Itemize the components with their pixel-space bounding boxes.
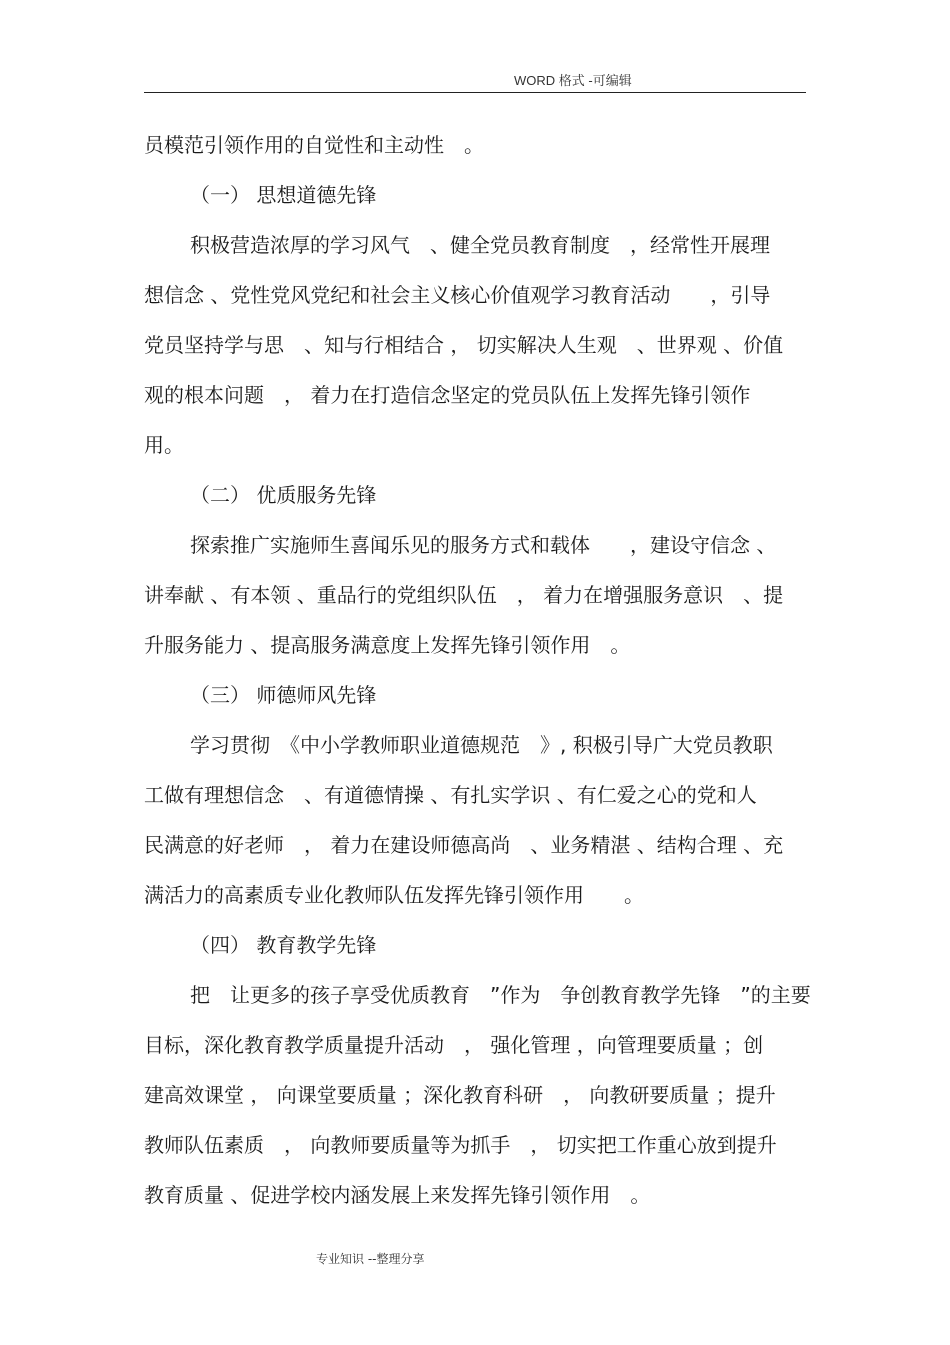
text-line: 党员坚持学与思 、知与行相结合 ， 切实解决人生观 、世界观 、价值 (144, 333, 784, 357)
section-heading: （四） 教育教学先锋 (190, 933, 377, 957)
text-line: 教师队伍素质 ， 向教师要质量等为抓手 ， 切实把工作重心放到提升 (144, 1133, 777, 1157)
text-line: 探索推广实施师生喜闻乐见的服务方式和载体 ，建设守信念 、 (190, 533, 777, 557)
text-line: 建高效课堂 ， 向课堂要质量 ；深化教育科研 ， 向教研要质量 ；提升 (144, 1083, 776, 1107)
text-line: 满活力的高素质专业化教师队伍发挥先锋引领作用 。 (144, 883, 644, 907)
text-line: 想信念 、党性党风党纪和社会主义核心价值观学习教育活动 ，引导 (144, 283, 771, 307)
page-header (144, 70, 806, 93)
text-line: 把 让更多的孩子享受优质教育 ”作为 争创教育教学先锋 ”的主要 (190, 983, 811, 1007)
text-line: 用。 (144, 433, 184, 457)
section-heading: （二） 优质服务先锋 (190, 483, 377, 507)
text-line: 积极营造浓厚的学习风气 、健全党员教育制度 ，经常性开展理 (190, 233, 770, 257)
text-line: 民满意的好老师 ， 着力在建设师德高尚 、业务精湛 、结构合理 、充 (144, 833, 784, 857)
section-heading: （一） 思想道德先锋 (190, 183, 377, 207)
text-line: 观的根本问题 ， 着力在打造信念坚定的党员队伍上发挥先锋引领作 (144, 383, 751, 407)
text-line: 讲奉献 、有本领 、重品行的党组织队伍 ， 着力在增强服务意识 、提 (144, 583, 784, 607)
text-line: 学习贯彻 《中小学教师职业道德规范 》, 积极引导广大党员教职 (190, 733, 773, 757)
text-line: 工做有理想信念 、有道德情操 、有扎实学识 、有仁爱之心的党和人 (144, 783, 757, 807)
page-footer: 专业知识 --整理分享 (316, 1252, 425, 1266)
section-heading: （三） 师德师风先锋 (190, 683, 377, 707)
header-text: WORD 格式 -可编辑 (514, 73, 632, 88)
text-line: 升服务能力 、提高服务满意度上发挥先锋引领作用 。 (144, 633, 631, 657)
text-line: 教育质量 、促进学校内涵发展上来发挥先锋引领作用 。 (144, 1183, 651, 1207)
text-line: 目标，深化教育教学质量提升活动 ， 强化管理 ，向管理要质量 ；创 (144, 1033, 764, 1057)
text-line: 员模范引领作用的自觉性和主动性 。 (144, 133, 484, 157)
